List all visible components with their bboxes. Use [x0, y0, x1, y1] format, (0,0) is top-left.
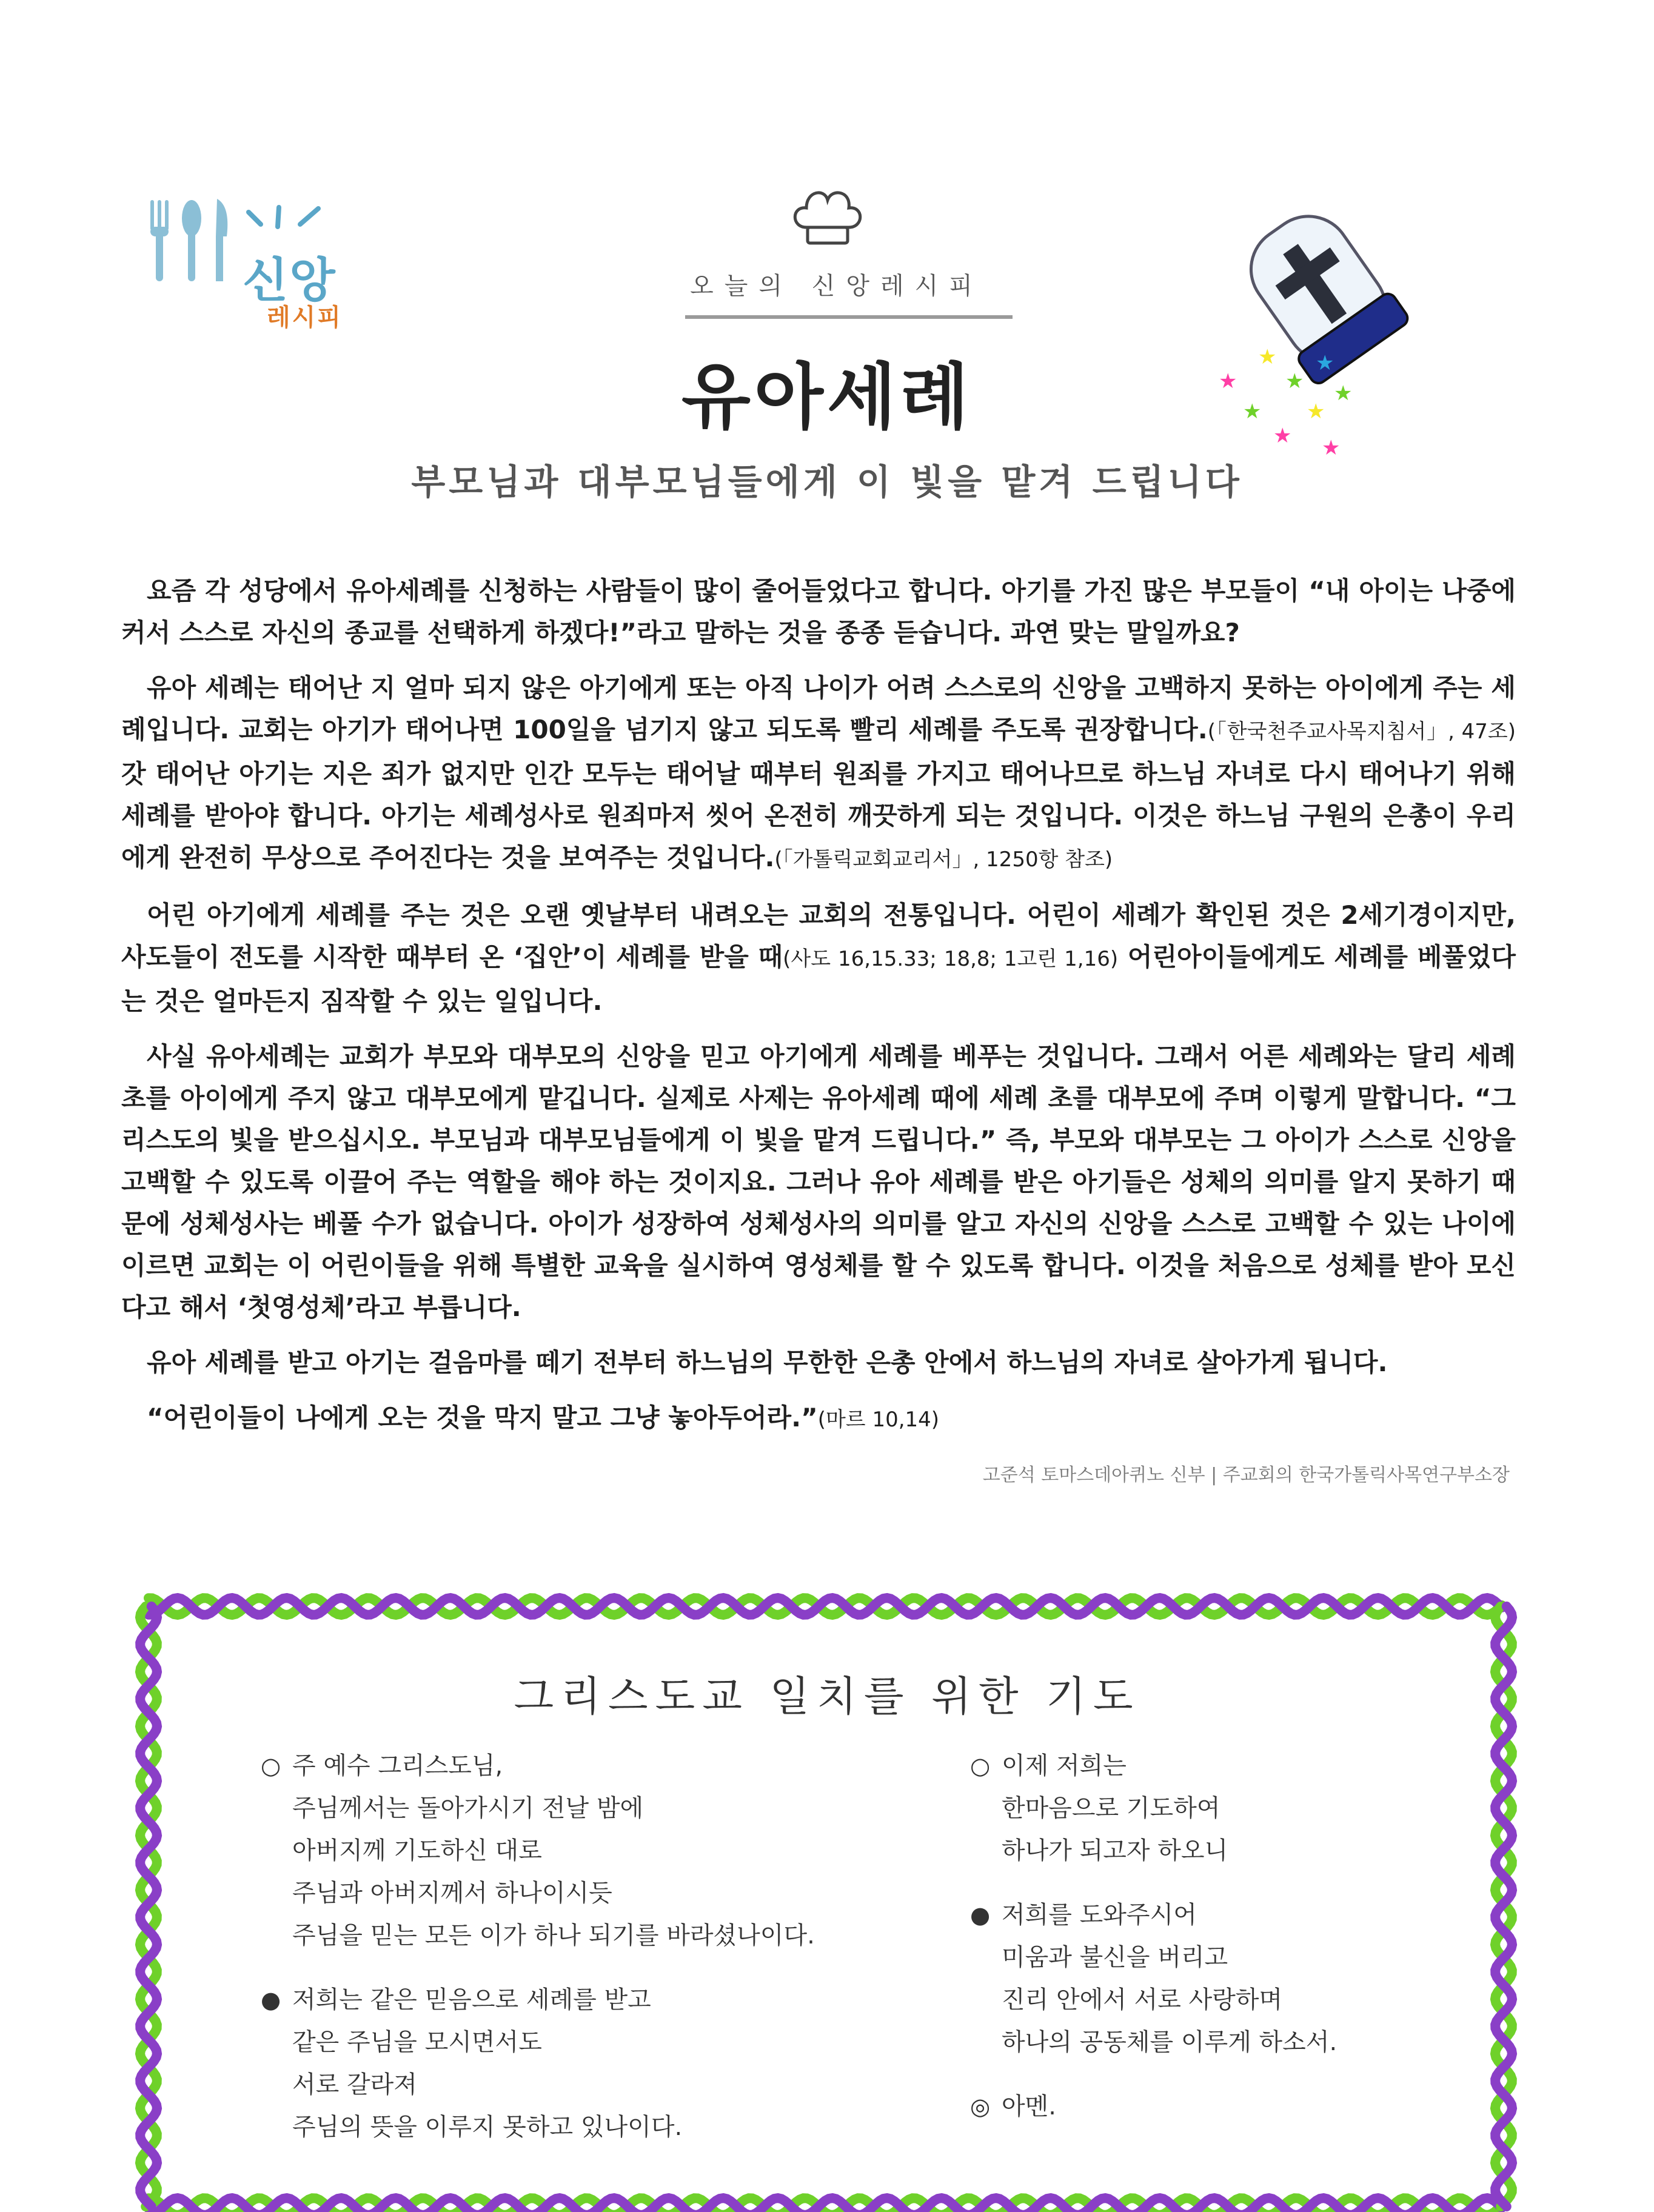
prayer-line-text: 아멘.	[1002, 2093, 1056, 2120]
paragraph-6	[121, 1397, 1516, 1441]
prayer-line-text: 미움과 불신을 버리고	[1002, 1943, 1228, 1971]
prayer-line-text: 주님과 아버지께서 하나이시듯	[292, 1879, 612, 1907]
stanza-marker-icon: ○	[970, 1753, 991, 1779]
paragraph-3-continued: 어린아이들에게도 세례를 베풀었다는 것은 얼마든지 짐작할 수 있는 일입니다.	[121, 942, 1516, 1016]
prayer-line	[970, 1829, 1431, 1872]
stanza-marker-icon: ○	[261, 1753, 281, 1779]
page-title: 유아세례	[681, 355, 973, 439]
utensils-icon	[146, 194, 236, 285]
paragraph-2-reference-2: (「가톨릭교회교리서」, 1250항 참조)	[774, 847, 1113, 872]
paragraph-3-text: 어린 아기에게 세례를 주는 것은 오랜 옛날부터 내려오는 교회의 전통입니다. 어린이 세례가 확인된 것은 2세기경이지만, 사도들이 전도를 시작한 때부터 온 ‘집안’이 세례를 받을 때	[121, 900, 1516, 972]
prayer-line-text: 주님을 믿는 모든 이가 하나 되기를 바라셨나이다.	[292, 1922, 815, 1950]
paragraph-2-reference: (「한국천주교사목지침서」, 47조)	[1207, 720, 1516, 744]
svg-text:★: ★	[1219, 369, 1237, 393]
paragraph-4-text: 사실 유아세례는 교회가 부모와 대부모의 신앙을 믿고 아기에게 세례를 베푸는 것입니다. 그래서 어른 세례와는 달리 세례 초를 아이에게 주지 않고 대부모에게 맡깁니다. 실제로 사제는 유아세례 때에 세례 초를 대부모에 주며 이렇게 말합니다. “그리스도의 빛을 받으십시오. 부모님과 대부모님들에게 이 빛을 맡겨 드립니다.” 즉, 부모와 대부모는 그 아이가 스스로 신앙을 고백할 수 있도록 이끌어 주는 역할을 해야 하는 것이지요. 그러나 유아 세례를 받은 아기들은 성체의 의미를 알지 못하기 때문에 성체성사는 베풀 수가 없습니다. 아이가 성장하여 성체성사의 의미를 알고 자신의 신앙을 스스로 고백할 수 있는 나이에 이르면 교회는 이 어린이들을 위해 특별한 교육을 실시하여 영성체를 할 수 있도록 합니다. 이것을 처음으로 성체를 받아 모신다고 해서 ‘첫영성체’라고 부릅니다.	[121, 1041, 1516, 1322]
stanza-marker-icon: ●	[261, 1986, 281, 2013]
prayer-stanza	[261, 1979, 928, 2148]
prayer-line	[261, 2021, 928, 2063]
paragraph-5-text: 유아 세례를 받고 아기는 걸음마를 떼기 전부터 하느님의 무한한 은총 안에서 하느님의 자녀로 살아가게 됩니다.	[147, 1348, 1388, 1377]
prayer-title: 그리스도교 일치를 위한 기도	[514, 1673, 1140, 1721]
paragraph-2-text: 유아 세례는 태어난 지 얼마 되지 않은 아기에게 또는 아직 나이가 어려 스스로의 신앙을 고백하지 못하는 아이에게 주는 세례입니다. 교회는 아기가 태어나면 100일을 넘기지 않고 되도록 빨리 세례를 주도록 권장합니다.	[121, 673, 1516, 744]
paragraph-5	[121, 1342, 1516, 1383]
prayer-stanza	[970, 1894, 1431, 2063]
prayer-line	[970, 1787, 1431, 1829]
prayer-line	[970, 1745, 1431, 1787]
paragraph-1	[121, 570, 1516, 653]
prayer-line	[970, 2085, 1431, 2128]
paragraph-2	[121, 667, 1516, 881]
prayer-line	[261, 1787, 928, 1829]
article-body	[121, 570, 1516, 1454]
prayer-line-text: 진리 안에서 서로 사랑하며	[1002, 1986, 1283, 2014]
author-byline: 고준석 토마스데아퀴노 신부 | 주교회의 한국가톨릭사목연구부소장	[982, 1465, 1510, 1486]
prayer-line-text: 한마음으로 기도하여	[1002, 1794, 1220, 1822]
svg-text:★: ★	[1258, 345, 1277, 369]
recipe-underline	[685, 315, 1013, 319]
stanza-marker-icon: ●	[970, 1902, 991, 1928]
prayer-line-text: 하나가 되고자 하오니	[1002, 1837, 1228, 1865]
prayer-line	[261, 1745, 928, 1787]
page-subtitle: 부모님과 대부모님들에게 이 빛을 맡겨 드립니다	[411, 461, 1243, 503]
prayer-stanza	[261, 1745, 928, 1957]
prayer-line	[261, 2106, 928, 2148]
paragraph-6-reference: (마르 10,14)	[817, 1408, 940, 1432]
svg-text:★: ★	[1273, 424, 1292, 448]
paragraph-1-text: 요즘 각 성당에서 유아세례를 신청하는 사람들이 많이 줄어들었다고 합니다. 아기를 가진 많은 부모들이 “내 아이는 나중에 커서 스스로 자신의 종교를 선택하게 하겠다!”라고 말하는 것을 종종 듣습니다. 과연 맞는 말일까요?	[121, 576, 1516, 647]
svg-text:★: ★	[1334, 381, 1353, 406]
prayer-line-text: 주 예수 그리스도님,	[292, 1752, 503, 1780]
prayer-line-text: 주님의 뜻을 이루지 못하고 있나이다.	[292, 2113, 683, 2141]
prayer-line	[970, 2021, 1431, 2063]
prayer-line	[261, 1979, 928, 2021]
prayer-stanza	[970, 1745, 1431, 1872]
paragraph-2-continued: 갓 태어난 아기는 지은 죄가 없지만 인간 모두는 태어날 때부터 원죄를 가지고 태어나므로 하느님 자녀로 다시 태어나기 위해 세례를 받아야 합니다. 아기는 세례성사로 원죄마저 씻어 온전히 깨끗하게 되는 것입니다. 이것은 하느님 구원의 은총이 우리에게 완전히 무상으로 주어진다는 것을 보여주는 것입니다.	[121, 759, 1516, 872]
prayer-line-text: 저희를 도와주시어	[1002, 1901, 1197, 1929]
recipe-label: 오늘의 신앙레시피	[690, 272, 983, 300]
prayer-line-text: 이제 저희는	[1002, 1752, 1127, 1780]
prayer-line	[261, 1829, 928, 1872]
svg-text:★: ★	[1322, 436, 1341, 460]
prayer-line	[261, 1872, 928, 1914]
prayer-line-text: 하나의 공동체를 이루게 하소서.	[1002, 2028, 1338, 2056]
prayer-line-text: 주님께서는 돌아가시기 전날 밤에	[292, 1794, 644, 1822]
paragraph-3-reference: (사도 16,15.33; 18,8; 1고린 1,16)	[783, 947, 1119, 971]
prayer-left-column	[261, 1745, 928, 2170]
prayer-line-text: 같은 주님을 모시면서도	[292, 2028, 542, 2056]
prayer-line	[970, 1936, 1431, 1979]
prayer-line-text: 저희는 같은 믿음으로 세례를 받고	[292, 1986, 651, 2014]
prayer-line	[970, 1894, 1431, 1936]
logo-subtitle: 레시피	[267, 304, 343, 332]
svg-text:★: ★	[1316, 351, 1334, 375]
logo-word: 신앙	[243, 253, 336, 308]
paragraph-6-quote: “어린이들이 나에게 오는 것을 막지 말고 그냥 놓아두어라.”	[147, 1403, 818, 1432]
prayer-line-text: 서로 갈라져	[292, 2071, 417, 2099]
svg-text:★: ★	[1307, 399, 1325, 424]
svg-text:★: ★	[1243, 399, 1262, 424]
prayer-line	[970, 1979, 1431, 2021]
paragraph-4	[121, 1035, 1516, 1328]
prayer-line	[261, 1914, 928, 1957]
svg-text:★: ★	[1285, 369, 1304, 393]
prayer-stanza	[970, 2085, 1431, 2128]
paragraph-3	[121, 894, 1516, 1022]
chef-hat-icon	[788, 185, 867, 252]
prayer-line	[261, 2063, 928, 2106]
stanza-marker-icon: ◎	[970, 2093, 991, 2120]
prayer-line-text: 아버지께 기도하신 대로	[292, 1837, 542, 1865]
sparkle-dashes-icon	[243, 200, 327, 236]
prayer-right-column	[970, 1745, 1431, 2150]
